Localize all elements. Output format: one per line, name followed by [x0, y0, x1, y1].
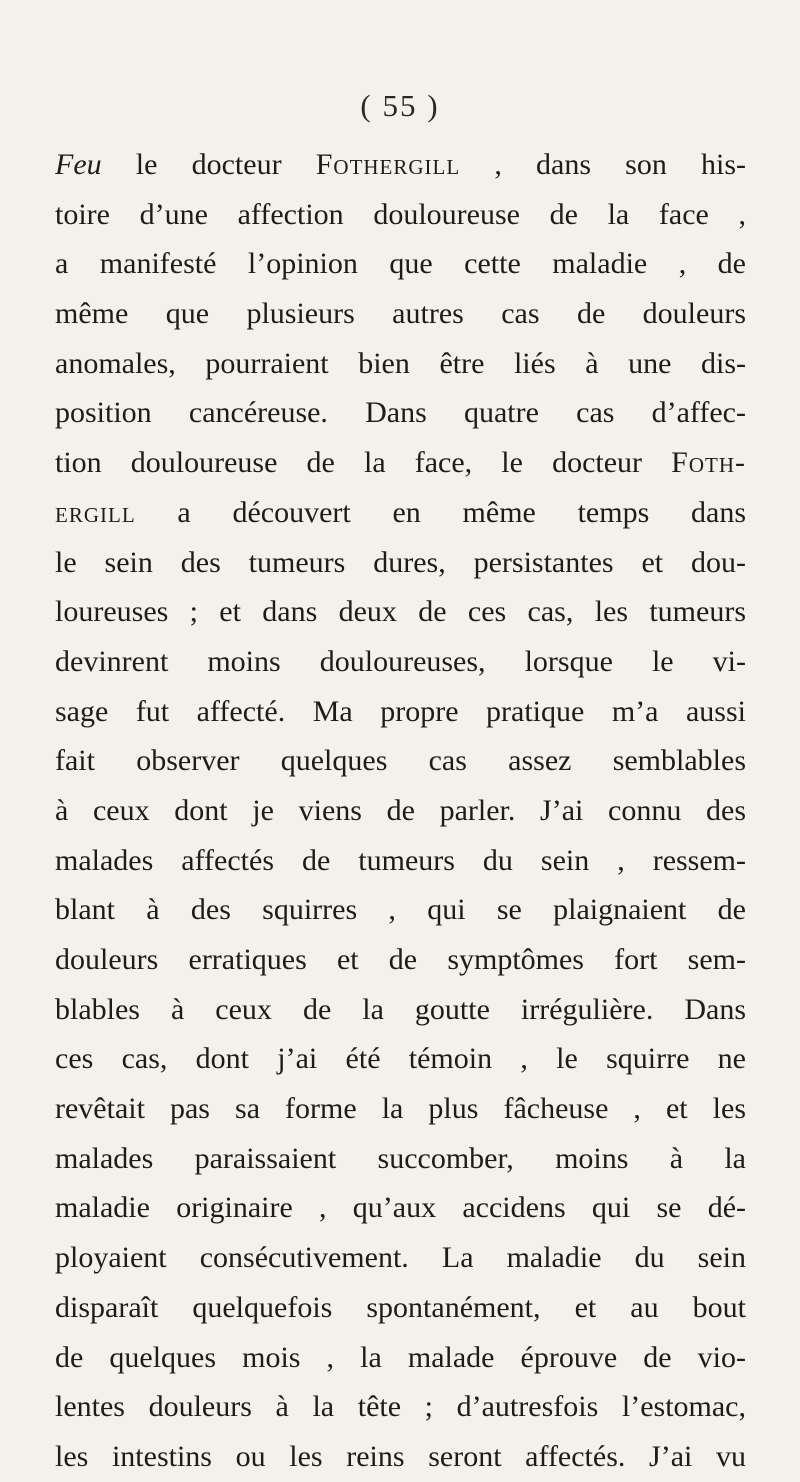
text-segment: Foth- — [671, 446, 746, 480]
text-line — [55, 1183, 746, 1233]
body-text — [55, 140, 746, 1482]
text-line — [55, 1432, 746, 1482]
text-line — [55, 1283, 746, 1333]
text-line — [55, 289, 746, 339]
text-segment: anomales, pourraient bien être liés à une dis- — [55, 346, 746, 380]
text-segment: sage fut affecté. Ma propre pratique m’a aussi — [55, 694, 746, 728]
text-line — [55, 538, 746, 588]
text-segment: les intestins ou les reins seront affectés. J’ai vu — [55, 1439, 746, 1473]
text-segment: lentes douleurs à la tête ; d’autresfois l’estomac, — [55, 1390, 746, 1424]
text-segment: blables à ceux de la goutte irrégulière. Dans — [55, 992, 746, 1026]
text-segment: même que plusieurs autres cas de douleurs — [55, 297, 746, 331]
text-segment: ces cas, dont j’ai été témoin , le squirre ne — [55, 1042, 746, 1076]
text-segment: devinrent moins douloureuses, lorsque le vi- — [55, 644, 746, 678]
text-line — [55, 140, 746, 190]
text-line — [55, 388, 746, 438]
text-line — [55, 1382, 746, 1432]
text-line — [55, 1084, 746, 1134]
text-segment: blant à des squirres , qui se plaignaient de — [55, 893, 746, 927]
text-line — [55, 786, 746, 836]
text-segment: tion douloureuse de la face, le docteur — [55, 446, 672, 480]
text-segment: Fothergill — [315, 148, 461, 181]
text-segment: à ceux dont je viens de parler. J’ai connu des — [55, 793, 746, 827]
text-line — [55, 985, 746, 1035]
text-segment: le docteur — [101, 148, 316, 181]
text-segment: ergill — [55, 495, 136, 529]
text-segment: maladie originaire , qu’aux accidens qui se dé- — [55, 1191, 746, 1225]
text-segment: disparaît quelquefois spontanément, et au bout — [55, 1290, 746, 1324]
text-segment: position cancéreuse. Dans quatre cas d’affec- — [55, 396, 746, 430]
text-line — [55, 637, 746, 687]
text-segment: douleurs erratiques et de symptômes fort sem- — [55, 943, 746, 976]
text-segment: toire d’une affection douloureuse de la face , — [55, 197, 746, 231]
text-line — [55, 190, 746, 240]
text-line — [55, 339, 746, 389]
text-segment: ployaient consécutivement. La maladie du sein — [55, 1241, 746, 1275]
text-segment: malades paraissaient succomber, moins à la — [55, 1141, 746, 1175]
text-line — [55, 488, 746, 538]
text-line — [55, 1333, 746, 1383]
text-segment: revêtait pas sa forme la plus fâcheuse , et les — [55, 1092, 746, 1126]
text-segment: a découvert en même temps dans — [135, 495, 746, 529]
text-line — [55, 239, 746, 289]
text-line — [55, 885, 746, 935]
text-line — [55, 736, 746, 786]
text-segment: de quelques mois , la malade éprouve de vio- — [55, 1340, 746, 1374]
text-segment: , dans son his- — [460, 148, 746, 181]
text-segment: Feu — [55, 148, 102, 181]
text-segment: loureuses ; et dans deux de ces cas, les tumeurs — [55, 595, 746, 629]
text-segment: le sein des tumeurs dures, persistantes et dou- — [55, 545, 746, 579]
text-line — [55, 1134, 746, 1184]
text-line — [55, 935, 746, 985]
text-segment: fait observer quelques cas assez semblables — [55, 744, 746, 778]
text-segment: malades affectés de tumeurs du sein , ressem- — [55, 843, 746, 877]
text-line — [55, 1034, 746, 1084]
text-line — [55, 438, 746, 488]
text-line — [55, 836, 746, 886]
text-line — [55, 1233, 746, 1283]
text-line — [55, 587, 746, 637]
text-segment: a manifesté l’opinion que cette maladie , de — [55, 247, 746, 281]
text-line — [55, 687, 746, 737]
page-number: ( 55 ) — [360, 88, 440, 123]
